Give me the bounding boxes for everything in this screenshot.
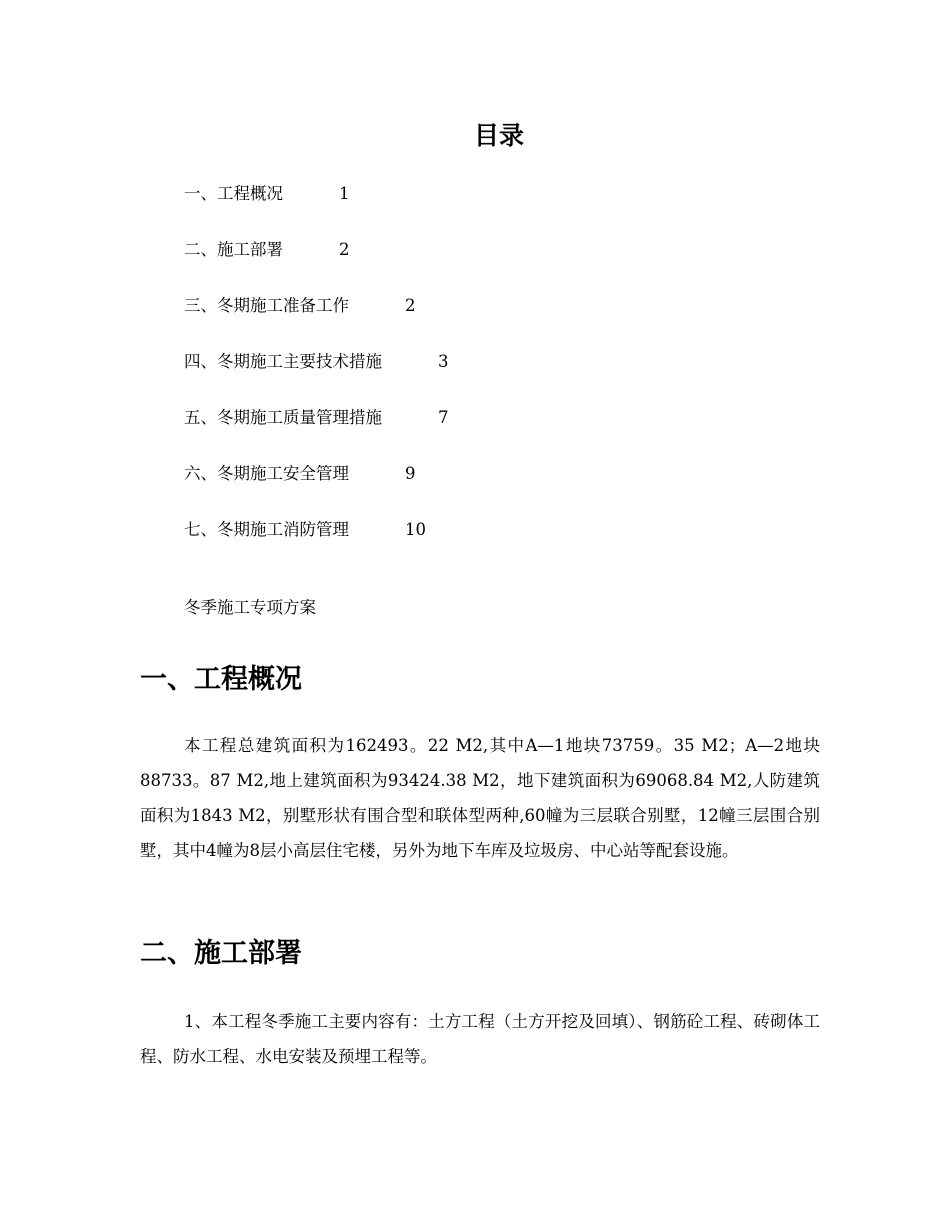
toc-item-label: 二、施工部署 bbox=[184, 240, 283, 259]
toc-item[interactable] bbox=[184, 518, 449, 574]
toc-item-label: 五、冬期施工质量管理措施 bbox=[184, 408, 382, 427]
section-paragraph-deployment: 1、本工程冬季施工主要内容有：土方工程（土方开挖及回填）、钢筋砼工程、砖砌体工程、防水工程、水电安装及预埋工程等。 bbox=[140, 1012, 820, 1066]
toc-item-page: 10 bbox=[405, 520, 426, 539]
toc-item-page: 7 bbox=[438, 408, 449, 427]
toc-item-label: 三、冬期施工准备工作 bbox=[184, 296, 349, 315]
toc-item-label: 一、工程概况 bbox=[184, 184, 283, 203]
toc-item[interactable] bbox=[184, 294, 449, 350]
toc-item-label: 七、冬期施工消防管理 bbox=[184, 520, 349, 539]
toc-item-label: 四、冬期施工主要技术措施 bbox=[184, 352, 382, 371]
section-paragraph-overview: 本工程总建筑面积为162493。22 M2,其中A—1地块73759。35 M2；A—2地块88733。87 M2,地上建筑面积为93424.38 M2，地下建筑面积为69068.84 M2,人防建筑面积为1843 M2，别墅形状有围合型和联体型两种,60幢为三层联合别墅，12幢三层围合别墅，其中4幢为8层小高层住宅楼，另外为地下车库及垃圾房、中心站等配套设施。 bbox=[140, 736, 820, 860]
toc-title: 目录 bbox=[473, 121, 524, 150]
toc-item[interactable] bbox=[184, 238, 449, 294]
toc-item[interactable] bbox=[184, 406, 449, 462]
toc-item[interactable] bbox=[184, 350, 449, 406]
toc-item-page: 2 bbox=[405, 296, 416, 315]
toc-item-page: 2 bbox=[339, 240, 350, 259]
section-heading-overview: 一、工程概况 bbox=[140, 664, 302, 695]
toc-item[interactable] bbox=[184, 462, 449, 518]
document-subtitle: 冬季施工专项方案 bbox=[184, 598, 316, 617]
toc-item-page: 3 bbox=[438, 352, 449, 371]
toc-item-page: 1 bbox=[339, 184, 350, 203]
section-heading-deployment: 二、施工部署 bbox=[140, 938, 302, 969]
toc-item-label: 六、冬期施工安全管理 bbox=[184, 464, 349, 483]
toc-item[interactable] bbox=[184, 182, 449, 238]
toc-list bbox=[184, 182, 449, 574]
toc-item-page: 9 bbox=[405, 464, 416, 483]
